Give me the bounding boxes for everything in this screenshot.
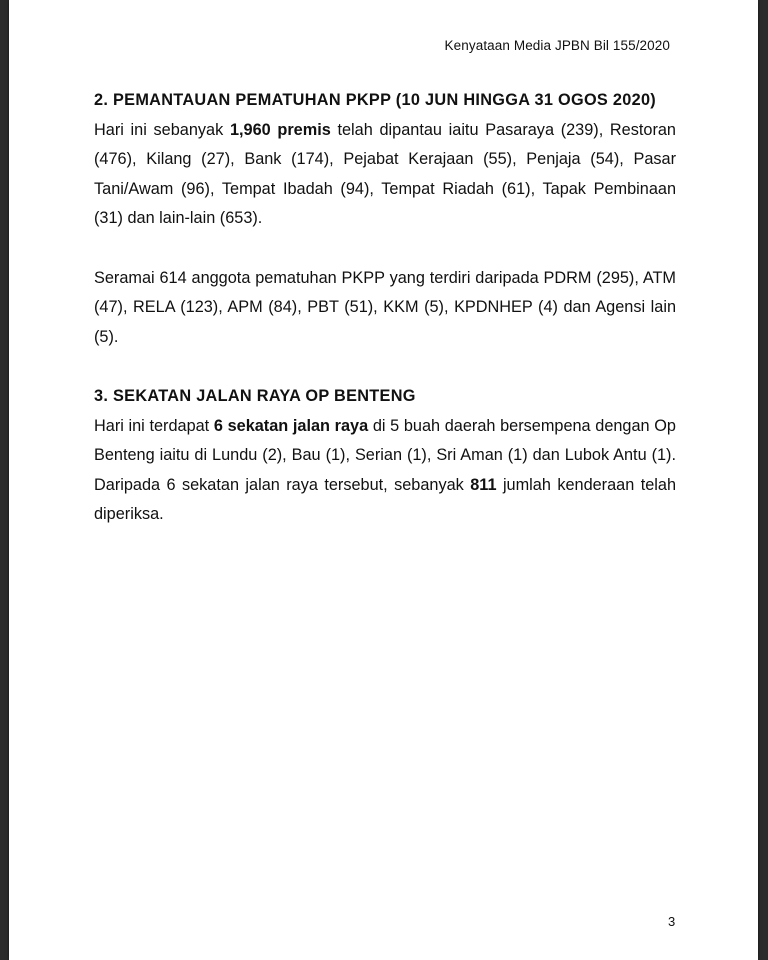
vehicles-checked-count: 811: [470, 475, 497, 494]
roadblock-detail-text: di 5 buah daerah bersempena dengan Op Benteng iaitu di Lundu (2), Bau (1), Serian (1), Sri Aman (1) dan Lubok Antu (1). Daripada 6 sekatan jalan raya tersebut, sebanyak: [94, 416, 676, 494]
section-3-paragraph-roadblocks: [94, 412, 676, 530]
premises-lead-text: Hari ini sebanyak: [94, 120, 230, 139]
section-3-heading: 3. SEKATAN JALAN RAYA OP BENTENG: [94, 387, 416, 405]
premises-breakdown-text: telah dipantau iaitu Pasaraya (239), Restoran (476), Kilang (27), Bank (174), Pejabat Kerajaan (55), Penjaja (54), Pasar Tani/Awam (96), Tempat Ibadah (94), Tempat Riadah (61), Tapak Pembinaan (31) dan lain-lain (653).: [94, 120, 676, 227]
paragraph-spacer: [94, 352, 676, 382]
section-2-heading: 2. PEMANTAUAN PEMATUHAN PKPP (10 JUN HINGGA 31 OGOS 2020): [94, 91, 657, 109]
document-reference: Kenyataan Media JPBN Bil 155/2020: [444, 38, 670, 53]
roadblock-lead-text: Hari ini terdapat: [94, 416, 214, 435]
roadblock-count: 6 sekatan jalan raya: [213, 416, 369, 435]
document-page: [9, 0, 758, 960]
section-2-paragraph-personnel: Seramai 614 anggota pematuhan PKPP yang terdiri daripada PDRM (295), ATM (47), RELA (123), APM (84), PBT (51), KKM (5), KPDNHEP (4) dan Agensi lain (5).: [94, 268, 676, 346]
paragraph-spacer: [94, 234, 676, 264]
page-number: 3: [668, 914, 676, 929]
roadblock-tail-text: jumlah kenderaan telah diperiksa.: [94, 475, 676, 523]
document-body: [94, 86, 676, 530]
section-2-paragraph-premises: [94, 116, 676, 234]
premises-count: 1,960 premis: [229, 120, 331, 139]
